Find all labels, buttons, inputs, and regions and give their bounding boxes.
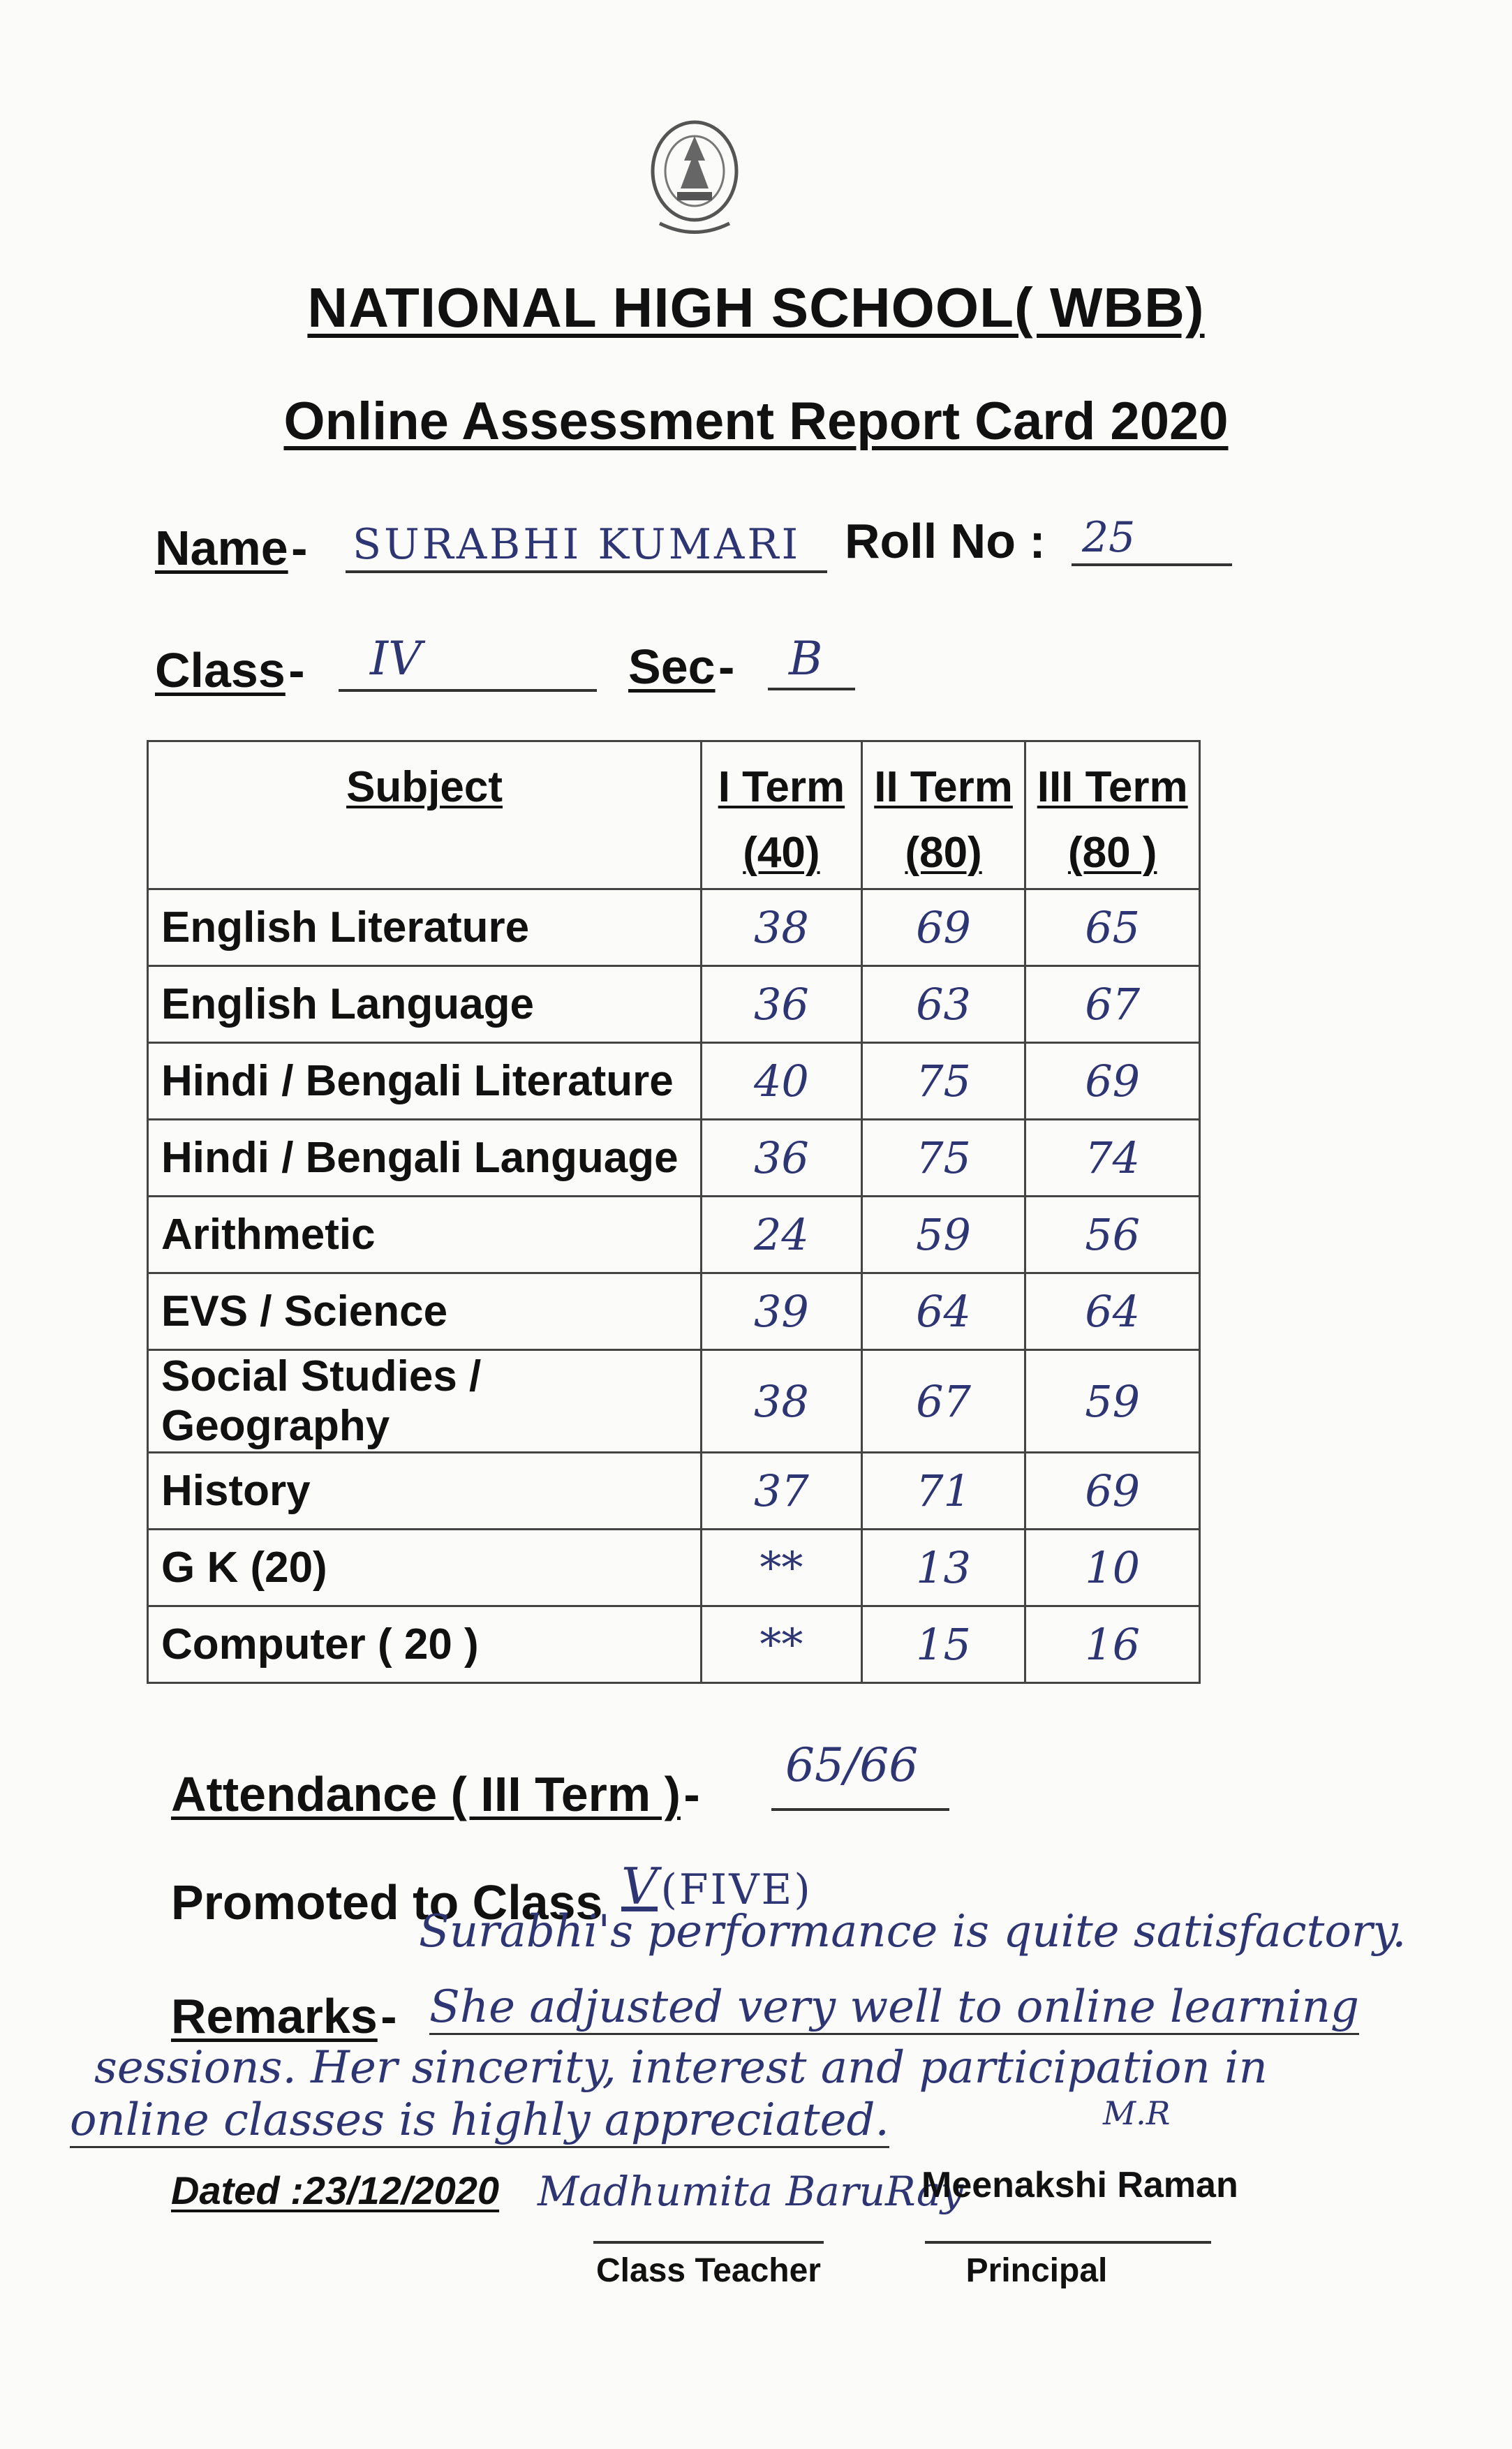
table-row bbox=[148, 1350, 1200, 1453]
term-2-mark: 75 bbox=[861, 1043, 1025, 1120]
term-3-mark: 65 bbox=[1025, 889, 1200, 966]
term-3-mark: 56 bbox=[1025, 1197, 1200, 1273]
roll-field bbox=[845, 513, 1046, 569]
subject-cell: History bbox=[148, 1453, 702, 1530]
term-2-mark: 59 bbox=[861, 1197, 1025, 1273]
promotion-label: Promoted to Class bbox=[171, 1875, 603, 1930]
term-1-mark: ** bbox=[702, 1530, 862, 1606]
principal-role: Principal bbox=[965, 2252, 1108, 2289]
header-term-3: III Term (80 ) bbox=[1025, 741, 1200, 889]
term-3-mark: 67 bbox=[1025, 966, 1200, 1043]
remark-line-1: Surabhi's performance is quite satisfactory. bbox=[419, 1906, 1407, 1958]
principal-name: Meenakshi Raman bbox=[921, 2165, 1238, 2205]
promotion-class-value: V bbox=[621, 1857, 658, 1916]
term-1-mark: 36 bbox=[702, 1120, 862, 1197]
sec-line bbox=[768, 632, 855, 690]
name-label: Name bbox=[155, 521, 288, 575]
table-row bbox=[148, 1530, 1200, 1606]
term-1-mark: 36 bbox=[702, 966, 862, 1043]
term-1-mark: 39 bbox=[702, 1273, 862, 1350]
remarks-label: Remarks bbox=[171, 1989, 378, 2043]
promotion-class-words: (FIVE) bbox=[660, 1865, 813, 1914]
table-header-row bbox=[148, 741, 1200, 889]
subject-cell: G K (20) bbox=[148, 1530, 702, 1606]
term-3-mark: 69 bbox=[1025, 1043, 1200, 1120]
header-subject: Subject bbox=[148, 741, 702, 889]
term-2-mark: 15 bbox=[861, 1606, 1025, 1683]
class-line bbox=[339, 632, 597, 692]
student-name: SURABHI KUMARI bbox=[353, 520, 801, 569]
remark-line-3: sessions. Her sincerity, interest and participation in bbox=[94, 2042, 1268, 2094]
term-1-mark: 38 bbox=[702, 1350, 862, 1453]
attendance-field: Attendance ( III Term ) - bbox=[171, 1767, 700, 1821]
sec-field: Sec - bbox=[628, 639, 735, 694]
table-row bbox=[148, 1273, 1200, 1350]
header-term-2: II Term (80) bbox=[861, 741, 1025, 889]
term-2-mark: 69 bbox=[861, 889, 1025, 966]
term-1-mark: ** bbox=[702, 1606, 862, 1683]
table-row bbox=[148, 889, 1200, 966]
term-1-mark: 38 bbox=[702, 889, 862, 966]
roll-number: 25 bbox=[1082, 513, 1136, 562]
term-3-mark: 69 bbox=[1025, 1453, 1200, 1530]
subject-cell: Arithmetic bbox=[148, 1197, 702, 1273]
term-3-mark: 64 bbox=[1025, 1273, 1200, 1350]
class-field: Class - bbox=[155, 643, 305, 697]
teacher-signature-line bbox=[593, 2241, 824, 2244]
marks-table bbox=[147, 740, 1201, 1684]
principal-signature-line bbox=[925, 2241, 1211, 2244]
remark-line-2: She adjusted very well to online learning bbox=[429, 1981, 1359, 2035]
term-2-mark: 67 bbox=[861, 1350, 1025, 1453]
name-line bbox=[346, 520, 827, 573]
class-label: Class bbox=[155, 643, 286, 697]
table-row bbox=[148, 1197, 1200, 1273]
remarks-field: Remarks - bbox=[171, 1989, 397, 2043]
term-3-mark: 59 bbox=[1025, 1350, 1200, 1453]
school-logo-emblem bbox=[642, 105, 747, 244]
subject-cell: Computer ( 20 ) bbox=[148, 1606, 702, 1683]
teacher-role: Class Teacher bbox=[596, 2252, 821, 2289]
roll-label: Roll No : bbox=[845, 514, 1046, 568]
principal-initials: M.R bbox=[1103, 2094, 1171, 2132]
subject-cell: English Literature bbox=[148, 889, 702, 966]
table-row bbox=[148, 1120, 1200, 1197]
attendance-line bbox=[771, 1738, 949, 1811]
table-row bbox=[148, 1606, 1200, 1683]
sec-value: B bbox=[789, 632, 823, 686]
subject-cell: Social Studies / Geography bbox=[148, 1350, 702, 1453]
term-1-mark: 24 bbox=[702, 1197, 862, 1273]
remark-line-4: online classes is highly appreciated. bbox=[70, 2094, 889, 2148]
subject-cell: English Language bbox=[148, 966, 702, 1043]
term-3-mark: 16 bbox=[1025, 1606, 1200, 1683]
subject-cell: Hindi / Bengali Literature bbox=[148, 1043, 702, 1120]
term-1-mark: 37 bbox=[702, 1453, 862, 1530]
header-term-1: I Term (40) bbox=[702, 741, 862, 889]
teacher-signature: Madhumita BaruRay bbox=[538, 2168, 964, 2215]
sec-label: Sec bbox=[628, 639, 716, 694]
class-value: IV bbox=[370, 632, 422, 686]
term-1-mark: 40 bbox=[702, 1043, 862, 1120]
subject-cell: Hindi / Bengali Language bbox=[148, 1120, 702, 1197]
table-row bbox=[148, 966, 1200, 1043]
term-3-mark: 74 bbox=[1025, 1120, 1200, 1197]
attendance-label: Attendance ( III Term ) bbox=[171, 1767, 681, 1821]
term-2-mark: 71 bbox=[861, 1453, 1025, 1530]
subject-cell: EVS / Science bbox=[148, 1273, 702, 1350]
report-title: Online Assessment Report Card 2020 bbox=[283, 392, 1229, 451]
roll-line bbox=[1072, 513, 1232, 566]
school-name: NATIONAL HIGH SCHOOL( WBB) bbox=[307, 276, 1205, 339]
term-2-mark: 64 bbox=[861, 1273, 1025, 1350]
name-field: Name - bbox=[155, 521, 308, 575]
table-row bbox=[148, 1453, 1200, 1530]
term-3-mark: 10 bbox=[1025, 1530, 1200, 1606]
term-2-mark: 63 bbox=[861, 966, 1025, 1043]
attendance-value: 65/66 bbox=[785, 1738, 919, 1792]
table-row bbox=[148, 1043, 1200, 1120]
term-2-mark: 75 bbox=[861, 1120, 1025, 1197]
term-2-mark: 13 bbox=[861, 1530, 1025, 1606]
date-label: Dated :23/12/2020 bbox=[171, 2168, 500, 2212]
